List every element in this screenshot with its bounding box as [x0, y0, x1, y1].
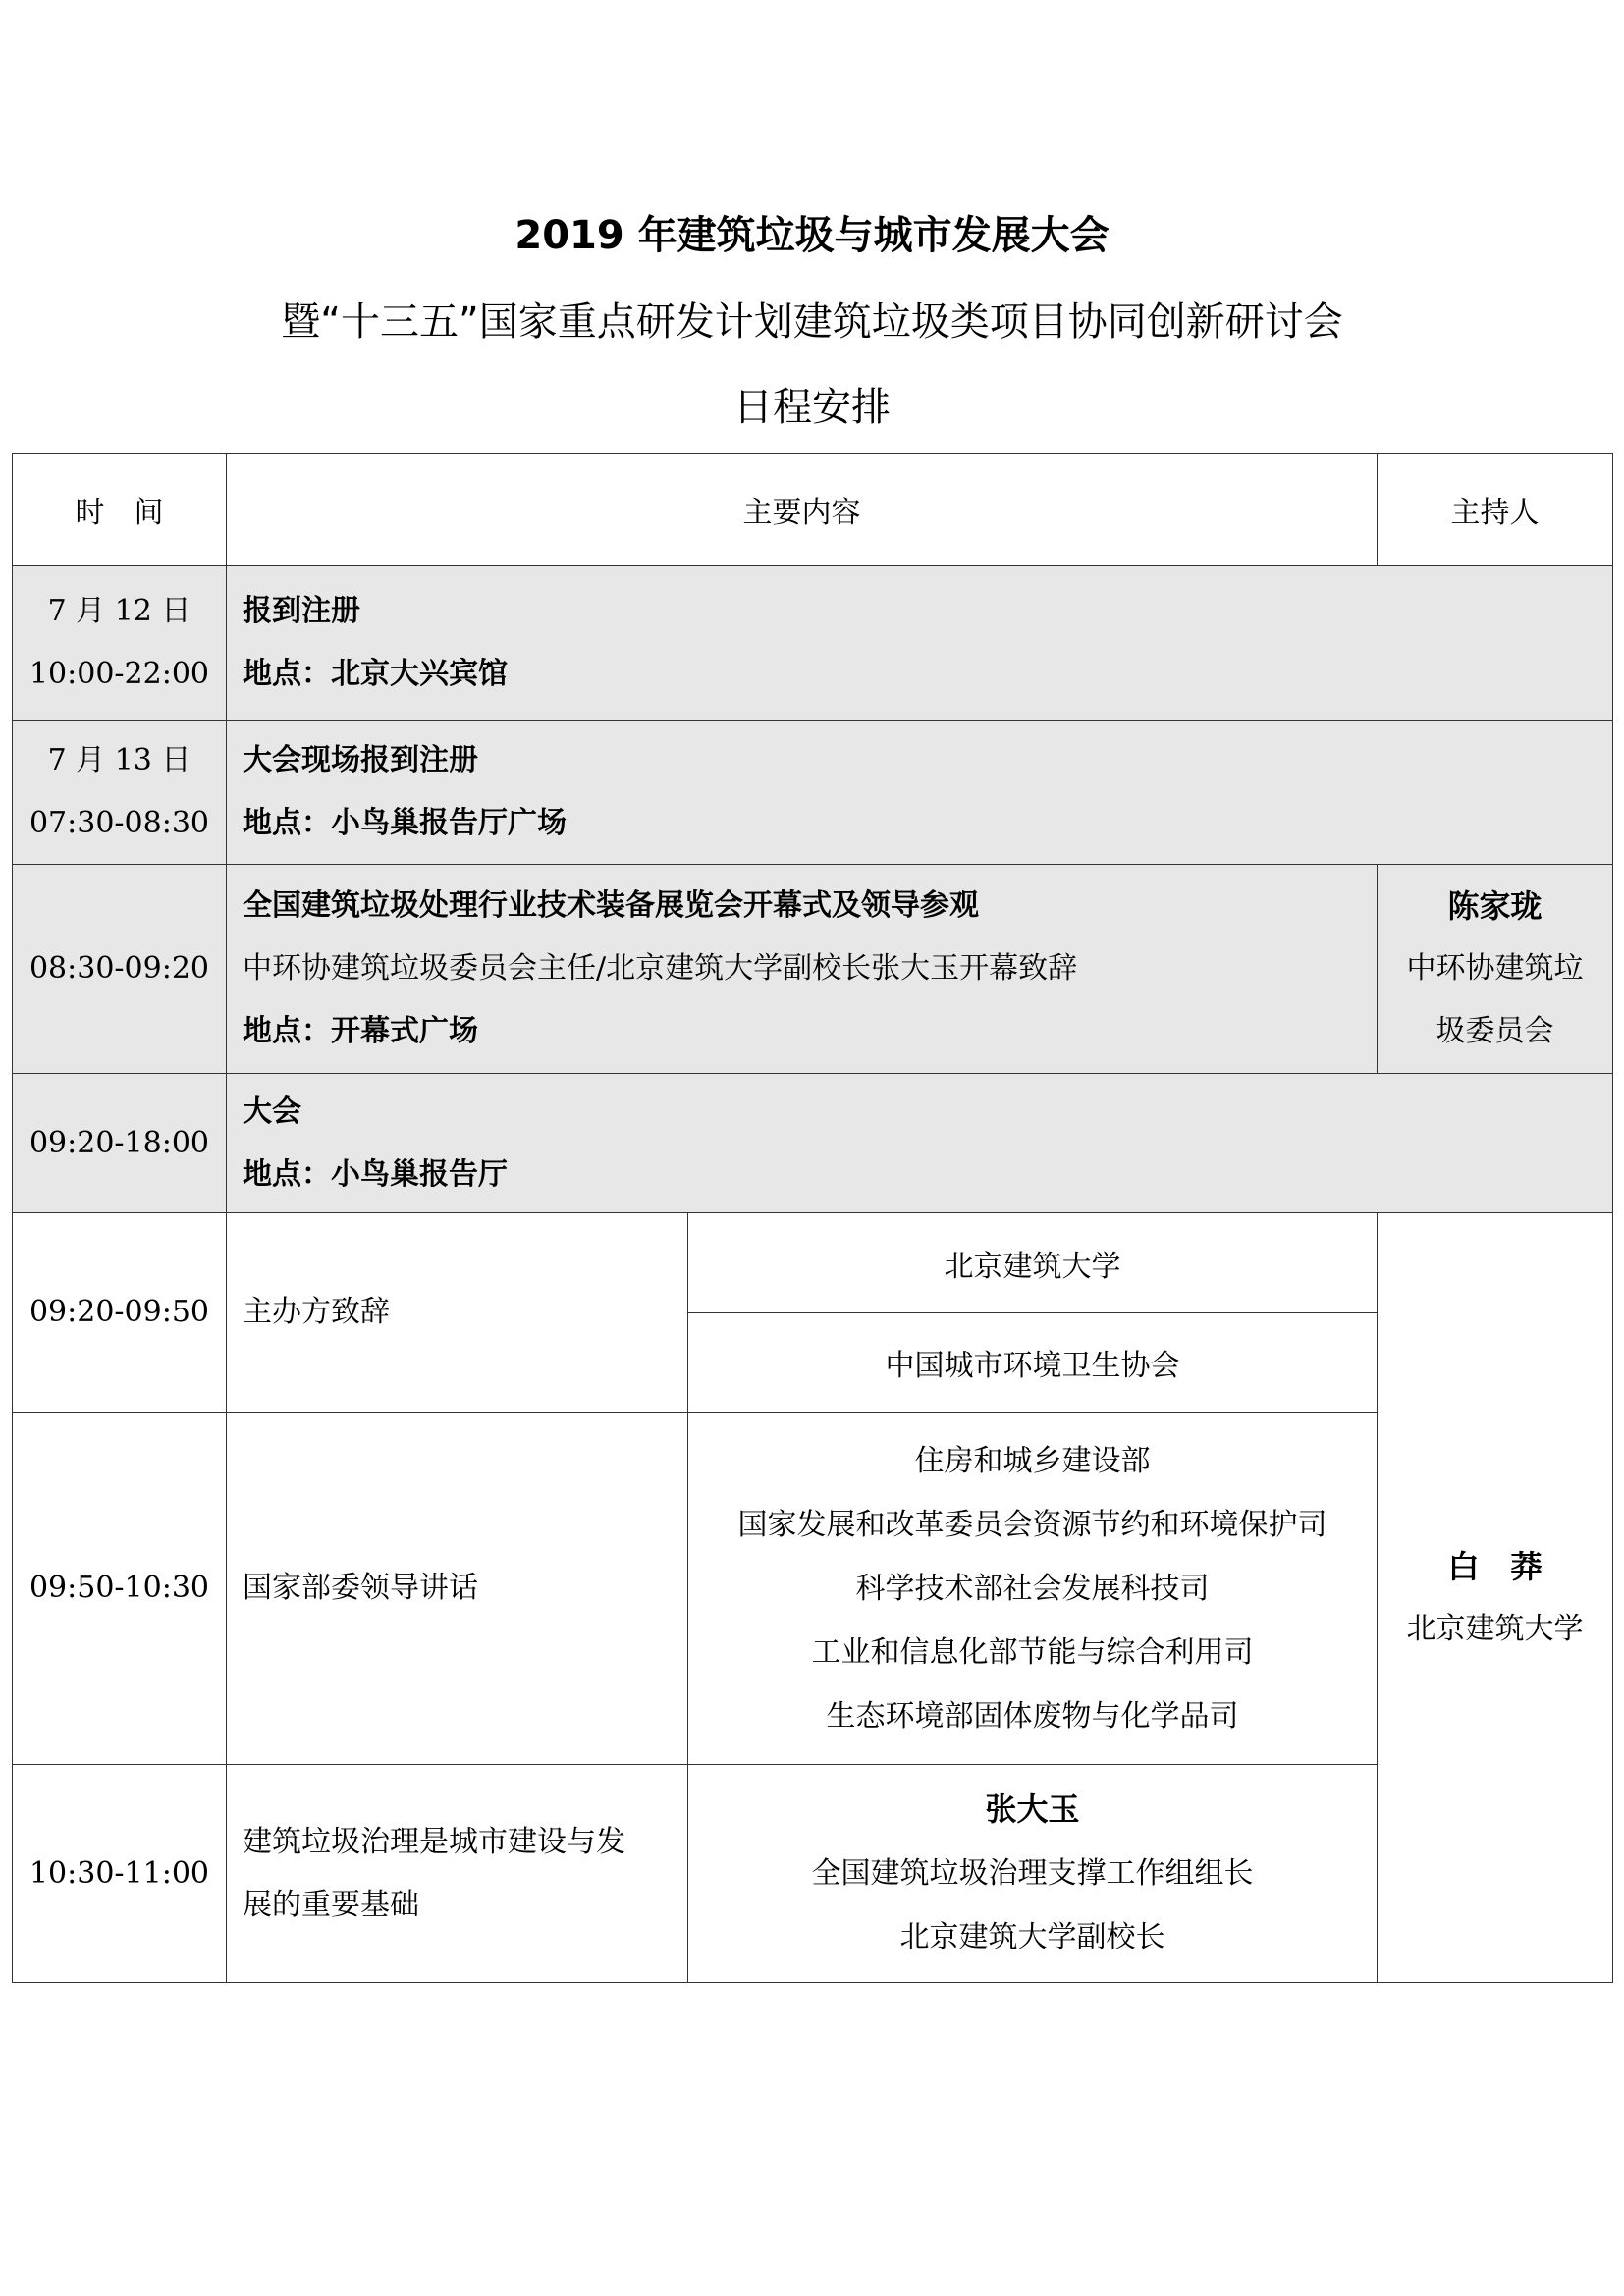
session-speaker: 中国城市环境卫生协会 [688, 1313, 1378, 1413]
row-content-cell [227, 566, 1613, 721]
row-venue: 地点：北京大兴宾馆 [243, 657, 508, 691]
speaker-role: 全国建筑垃圾治理支撑工作组组长 [811, 1856, 1254, 1891]
session-host-org: 北京建筑大学 [1406, 1611, 1584, 1646]
host-org-line: 中环协建筑垃 [1406, 951, 1584, 986]
row-time-cell [13, 721, 227, 865]
table-row [13, 566, 1613, 721]
row-host-cell [1378, 865, 1613, 1074]
speaker-name: 张大玉 [985, 1790, 1080, 1828]
session-host-name: 白 莽 [1447, 1547, 1543, 1585]
table-row [13, 1413, 1613, 1765]
row-time: 09:20-18:00 [13, 1074, 227, 1213]
session-time: 09:20-09:50 [13, 1213, 227, 1413]
table-row [13, 1074, 1613, 1213]
host-name: 陈家珑 [1447, 887, 1543, 925]
table-row [13, 865, 1613, 1074]
host-org-line: 圾委员会 [1435, 1014, 1554, 1048]
session-host-cell [1378, 1213, 1613, 1983]
header-host: 主持人 [1378, 454, 1613, 566]
session-speaker: 北京建筑大学 [688, 1213, 1378, 1313]
row-content-cell [227, 1074, 1613, 1213]
row-content-cell [227, 865, 1378, 1074]
session-topic-line: 展的重要基础 [243, 1887, 419, 1922]
session-time: 09:50-10:30 [13, 1413, 227, 1765]
row-venue: 地点：小鸟巢报告厅 [243, 1156, 508, 1192]
header-time: 时 间 [13, 454, 227, 566]
row-title: 报到注册 [243, 594, 360, 628]
row-detail: 中环协建筑垃圾委员会主任/北京建筑大学副校长张大玉开幕致辞 [243, 951, 1078, 986]
row-time: 10:00-22:00 [28, 657, 210, 691]
row-title: 大会现场报到注册 [243, 743, 478, 777]
page-subtitle: 暨“十三五”国家重点研发计划建筑垃圾类项目协同创新研讨会 [281, 299, 1343, 345]
row-time: 07:30-08:30 [28, 806, 210, 840]
schedule-heading: 日程安排 [733, 385, 891, 430]
session-speaker: 科学技术部社会发展科技司 [855, 1571, 1210, 1606]
session-topic: 主办方致辞 [227, 1213, 688, 1413]
session-speakers-cell [688, 1765, 1378, 1983]
session-topic-cell [227, 1765, 688, 1983]
session-speaker: 生态环境部固体废物与化学品司 [826, 1698, 1239, 1734]
row-title: 大会 [243, 1094, 301, 1129]
session-speakers-cell [688, 1413, 1378, 1765]
row-date: 7 月 12 日 [47, 594, 191, 628]
row-venue: 地点：开幕式广场 [243, 1014, 478, 1048]
row-title: 全国建筑垃圾处理行业技术装备展览会开幕式及领导参观 [243, 888, 979, 923]
session-time: 10:30-11:00 [13, 1765, 227, 1983]
schedule-table [12, 453, 1613, 1983]
header-content: 主要内容 [227, 454, 1378, 566]
table-row [13, 1765, 1613, 1983]
speaker-role: 北京建筑大学副校长 [899, 1920, 1165, 1954]
table-row [13, 721, 1613, 865]
page-title: 2019 年建筑垃圾与城市发展大会 [514, 213, 1110, 258]
row-time-cell [13, 566, 227, 721]
table-header-row [13, 454, 1613, 566]
session-speaker: 工业和信息化部节能与综合利用司 [811, 1634, 1254, 1670]
session-speaker: 国家发展和改革委员会资源节约和环境保护司 [737, 1507, 1327, 1542]
session-speaker: 住房和城乡建设部 [914, 1443, 1151, 1478]
row-content-cell [227, 721, 1613, 865]
table-row [13, 1213, 1613, 1313]
row-venue: 地点：小鸟巢报告厅广场 [243, 806, 567, 840]
row-date: 7 月 13 日 [47, 743, 191, 777]
session-topic: 国家部委领导讲话 [227, 1413, 688, 1765]
session-topic-line: 建筑垃圾治理是城市建设与发 [243, 1824, 625, 1859]
row-time: 08:30-09:20 [13, 865, 227, 1074]
